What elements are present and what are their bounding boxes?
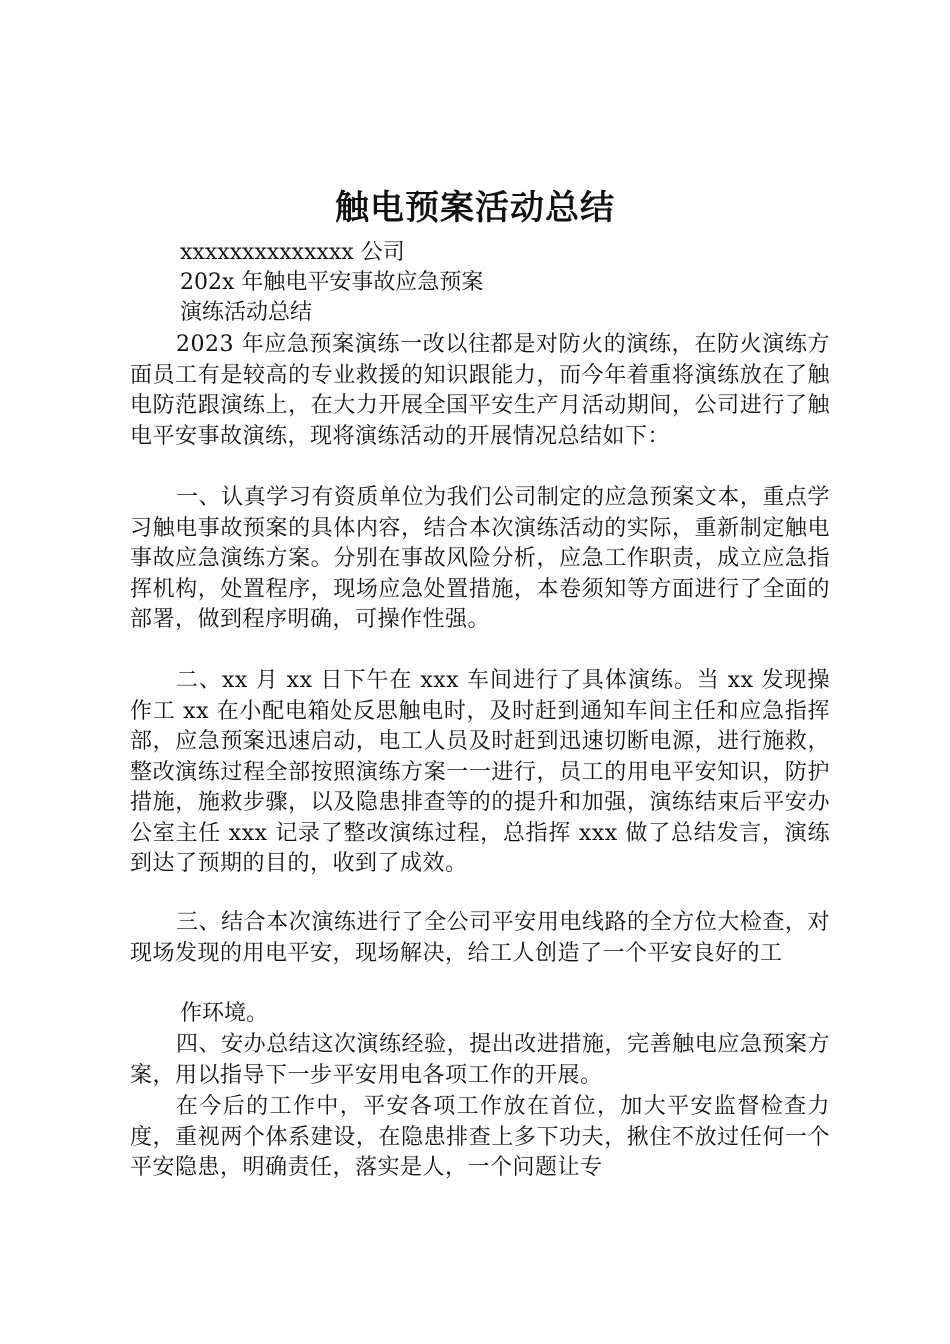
document-title: 触电预案活动总结	[335, 188, 615, 228]
summary-label-line: 演练活动总结	[180, 300, 313, 325]
company-line: xxxxxxxxxxxxxx 公司	[180, 240, 405, 265]
closing-paragraph: 在今后的工作中，平安各项工作放在首位，加大平安监督检查力度，重视两个体系建设，在隐患排查上多下功夫，揪住不放过任何一个平安隐患，明确责任，落实是人，一个问题让专	[130, 1094, 830, 1180]
intro-paragraph: 2023 年应急预案演练一改以往都是对防火的演练，在防火演练方面员工有是较高的专业救援的知识跟能力，而今年着重将演练放在了触电防范跟演练上，在大力开展全国平安生产月活动期间，公司进行了触电平安事故演练，现将演练活动的开展情况总结如下：	[130, 332, 830, 449]
plan-name-line: 202x 年触电平安事故应急预案	[180, 270, 484, 295]
section-three-continuation: 作环境。	[180, 1001, 269, 1026]
section-three-paragraph: 三、结合本次演练进行了全公司平安用电线路的全方位大检查，对现场发现的用电平安，现场解决，给工人创造了一个平安良好的工	[130, 910, 830, 966]
section-one-paragraph: 一、认真学习有资质单位为我们公司制定的应急预案文本，重点学习触电事故预案的具体内容，结合本次演练活动的实际，重新制定触电事故应急演练方案。分别在事故风险分析，应急工作职责，成立应急指挥机构，处置程序，现场应急处置措施，本卷须知等方面进行了全面的部署，做到程序明确，可操作性强。	[130, 485, 830, 632]
section-four-paragraph: 四、安办总结这次演练经验，提出改进措施，完善触电应急预案方案，用以指导下一步平安用电各项工作的开展。	[130, 1032, 830, 1088]
section-two-paragraph: 二、xx 月 xx 日下午在 xxx 车间进行了具体演练。当 xx 发现操作工 xx 在小配电箱处反思触电时，及时赶到通知车间主任和应急指挥部，应急预案迅速启动，电工人员及时赶到迅速切断电源，进行施救，整改演练过程全部按照演练方案一一进行，员工的用电平安知识，防护措施，施救步骤，以及隐患排查等的的提升和加强，演练结束后平安办公室主任 xxx 记录了整改演练过程，总指挥 xxx 做了总结发言，演练到达了预期的目的，收到了成效。	[130, 668, 830, 876]
